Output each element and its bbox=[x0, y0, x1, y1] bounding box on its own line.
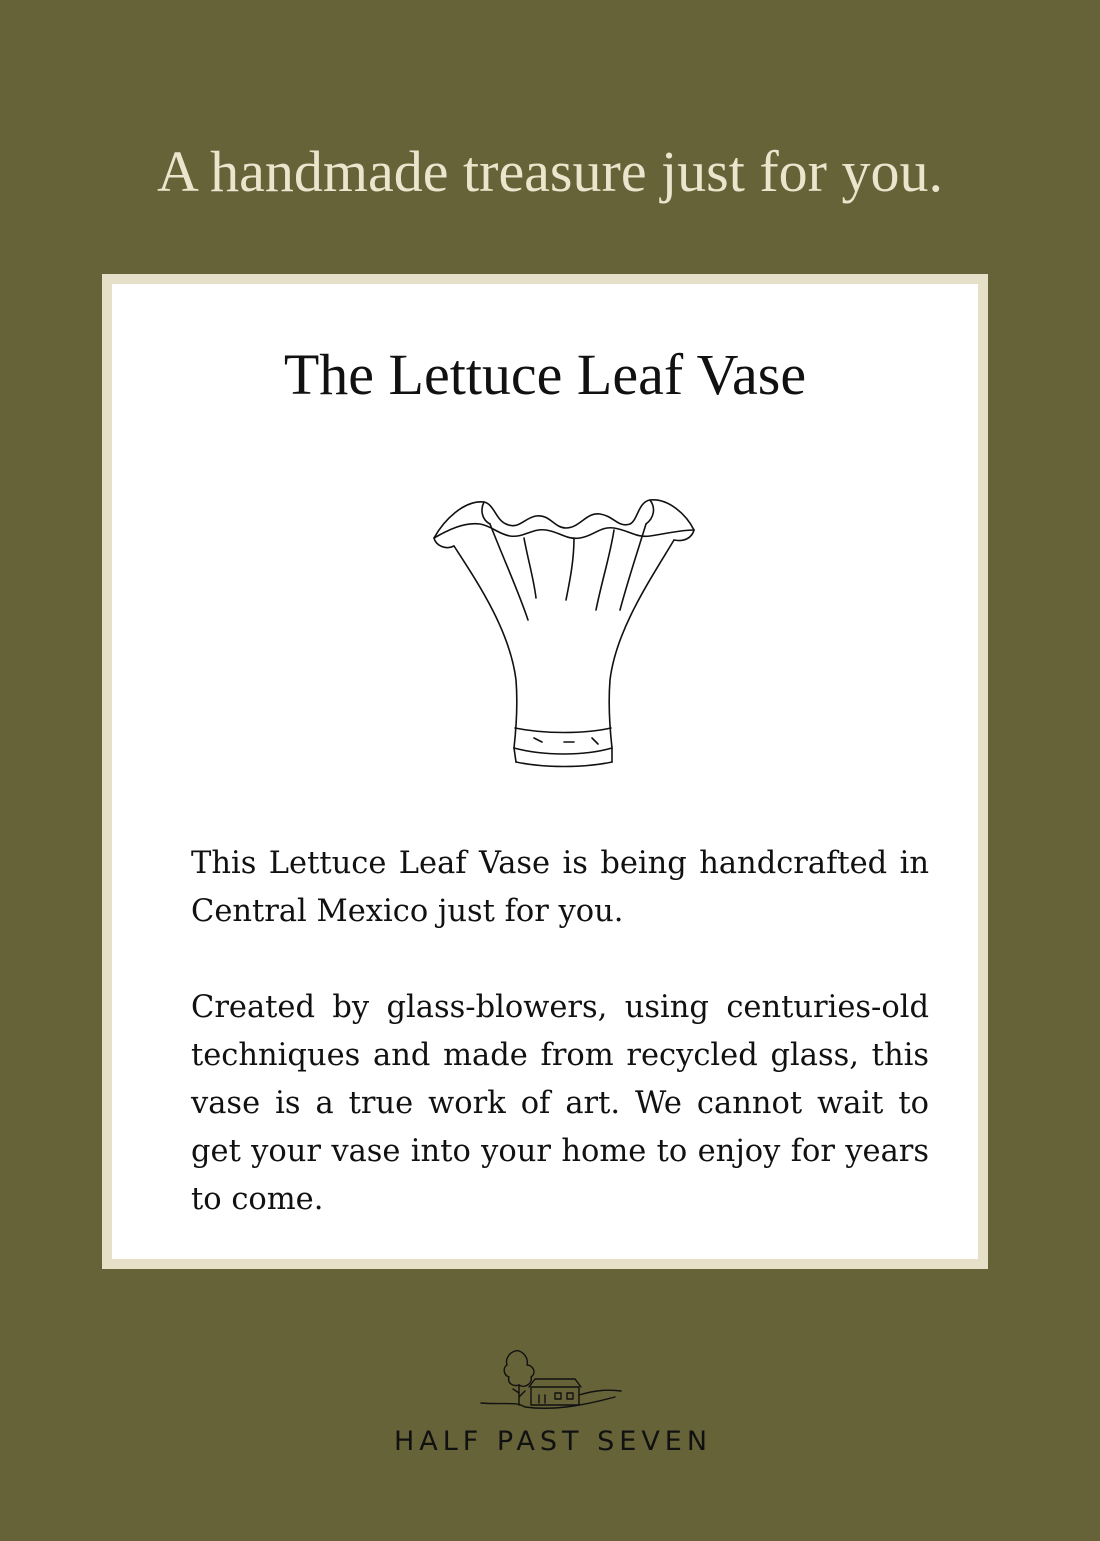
product-title: The Lettuce Leaf Vase bbox=[283, 342, 807, 407]
vase-icon bbox=[424, 480, 704, 770]
farmhouse-tree-icon bbox=[475, 1345, 625, 1423]
description-paragraph: This Lettuce Leaf Vase is being handcrafted in Central Mexico just for you. bbox=[191, 846, 929, 929]
description-paragraph: Created by glass-blowers, using centuries-old techniques and made from recycled glass, this vase is a true work of art. We cannot wait to get your vase into your home to enjoy for years to come. bbox=[191, 990, 929, 1217]
product-description bbox=[191, 840, 929, 1224]
brand-name: HALF PAST SEVEN bbox=[393, 1426, 713, 1457]
card-frame bbox=[102, 274, 988, 1269]
product-card bbox=[112, 284, 978, 1259]
tagline: A handmade treasure just for you. bbox=[156, 139, 943, 204]
